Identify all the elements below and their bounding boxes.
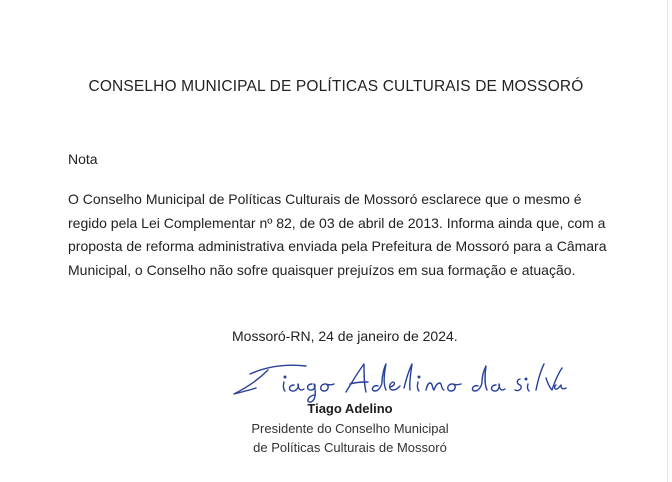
note-body — [68, 188, 628, 282]
signer-role-line: de Políticas Culturais de Mossoró — [253, 439, 447, 455]
body-line: regido pela Lei Complementar nº 82, de 03 de abril de 2013. Informa ainda que, com a — [68, 214, 606, 231]
signer-role — [0, 420, 672, 457]
signer-name: Tiago Adelino — [307, 401, 393, 416]
body-line: Municipal, o Conselho não sofre quaisquer prejuízos em sua formação e atuação. — [68, 261, 576, 278]
body-line: O Conselho Municipal de Políticas Culturais de Mossoró esclarece que o mesmo é — [68, 191, 582, 207]
place-date: Mossoró-RN, 24 de janeiro de 2024. — [232, 328, 458, 344]
document-title: CONSELHO MUNICIPAL DE POLÍTICAS CULTURAIS DE MOSSORÓ — [88, 78, 584, 95]
note-heading: Nota — [68, 151, 98, 167]
handwritten-signature — [228, 352, 568, 408]
body-line: proposta de reforma administrativa enviada pela Prefeitura de Mossoró para a Câmara — [68, 238, 607, 254]
signer-role-line: Presidente do Conselho Municipal — [251, 421, 449, 436]
